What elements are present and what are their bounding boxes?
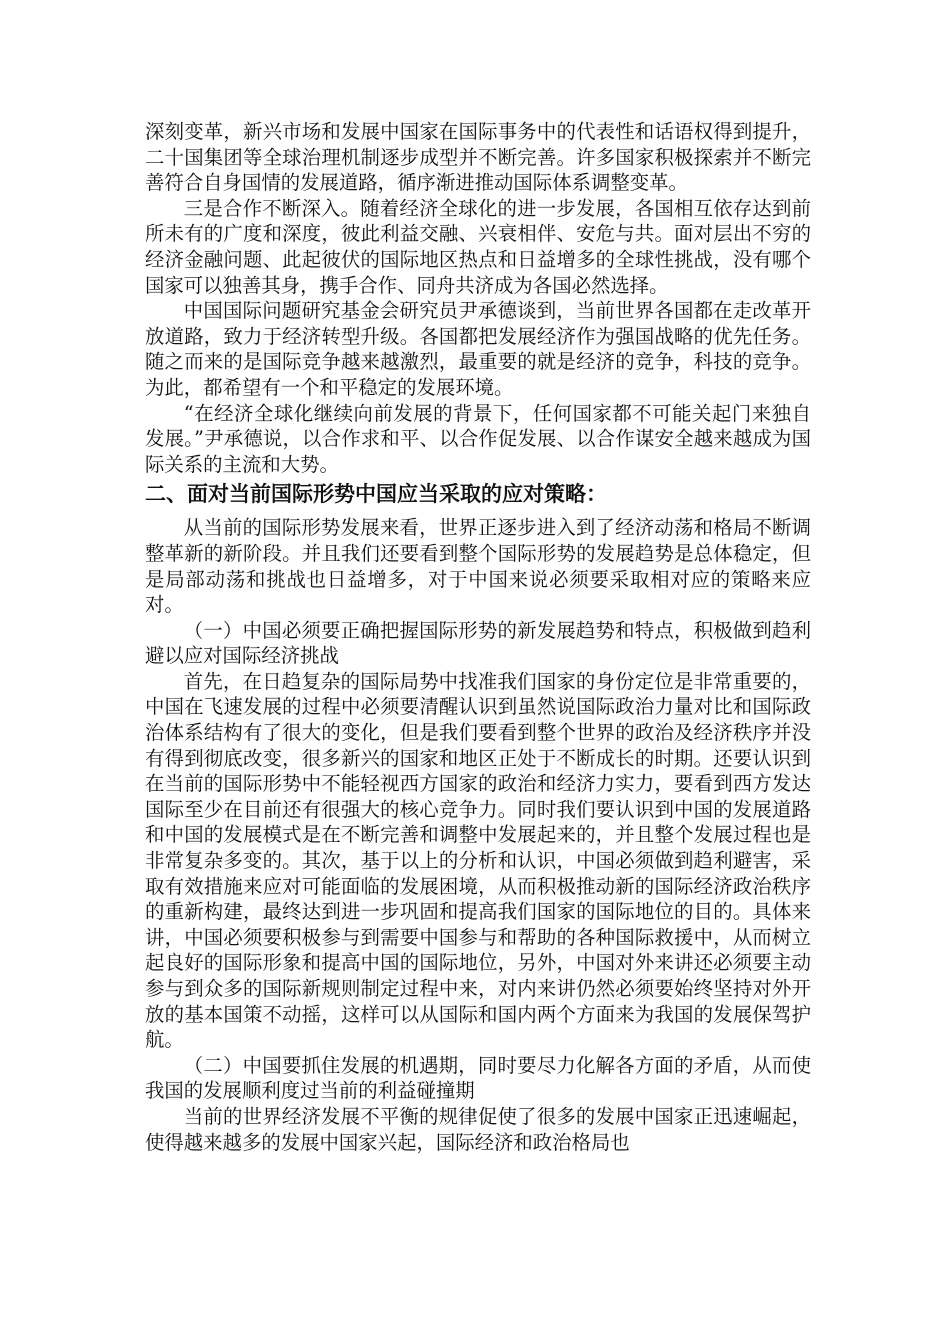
paragraph-quote: “在经济全球化继续向前发展的背景下，任何国家都不可能关起门来独自发展。”尹承德说，以合作求和平、以合作促发展、以合作谋安全越来越成为国际关系的主流和大势。: [145, 401, 811, 476]
document-page: [145, 119, 811, 1155]
section-heading: 二、面对当前国际形势中国应当采取的应对策略：: [145, 482, 607, 507]
subheading-two: （二）中国要抓住发展的机遇期，同时要尽力化解各方面的矛盾，从而使我国的发展顺利度过当前的利益碰撞期: [145, 1053, 811, 1103]
paragraph-cooperation: 三是合作不断深入。随着经济全球化的进一步发展，各国相互依存达到前所未有的广度和深度，彼此利益交融、兴衰相伴、安危与共。面对层出不穷的经济金融问题、此起彼伏的国际地区热点和日益增多的全球性挑战，没有哪个国家可以独善其身，携手合作、同舟共济成为各国必然选择。: [145, 196, 811, 297]
paragraph-second-point: 当前的世界经济发展不平衡的规律促使了很多的发展中国家正迅速崛起，使得越来越多的发展中国家兴起，国际经济和政治格局也: [145, 1104, 811, 1154]
paragraph-yin-chengde: 中国国际问题研究基金会研究员尹承德谈到，当前世界各国都在走改革开放道路，致力于经济转型升级。各国都把发展经济作为强国战略的优先任务。随之而来的是国际竞争越来越激烈，最重要的就是经济的竞争，科技的竞争。为此，都希望有一个和平稳定的发展环境。: [145, 299, 811, 399]
subheading-one: （一）中国必须要正确把握国际形势的新发展趋势和特点，积极做到趋利避以应对国际经济挑战: [145, 618, 811, 668]
paragraph-first-point: 首先，在日趋复杂的国际局势中找准我们国家的身份定位是非常重要的，中国在飞速发展的过程中必须要清醒认识到虽然说国际政治力量对比和国际政治体系结构有了很大的变化，但是我们要看到整个世界的政治及经济秩序并没有得到彻底改变，很多新兴的国家和地区正处于不断成长的时期。还要认识到在当前的国际形势中不能轻视西方国家的政治和经济力实力，要看到西方发达国际至少在目前还有很强大的核心竞争力。同时我们要认识到中国的发展道路和中国的发展模式是在不断完善和调整中发展起来的，并且整个发展过程也是非常复杂多变的。其次，基于以上的分析和认识，中国必须做到趋利避害，采取有效措施来应对可能面临的发展困境，从而积极推动新的国际经济政治秩序的重新构建，最终达到进一步巩固和提高我们国家的国际地位的目的。具体来讲，中国必须要积极参与到需要中国参与和帮助的各种国际救援中，从而树立起良好的国际形象和提高中国的国际地位，另外，中国对外来讲还必须要主动参与到众多的国际新规则制定过程中来，对内来讲仍然必须要始终坚持对外开放的基本国策不动摇，这样可以从国际和国内两个方面来为我国的发展保驾护航。: [145, 669, 811, 1052]
paragraph-continuation: 深刻变革，新兴市场和发展中国家在国际事务中的代表性和话语权得到提升，二十国集团等全球治理机制逐步成型并不断完善。许多国家积极探索并不断完善符合自身国情的发展道路，循序渐进推动国际体系调整变革。: [145, 120, 811, 195]
paragraph-section-intro: 从当前的国际形势发展来看，世界正逐步进入到了经济动荡和格局不断调整革新的新阶段。并且我们还要看到整个国际形势的发展趋势是总体稳定，但是局部动荡和挑战也日益增多，对于中国来说必须要采取相对应的策略来应对。: [145, 516, 811, 617]
